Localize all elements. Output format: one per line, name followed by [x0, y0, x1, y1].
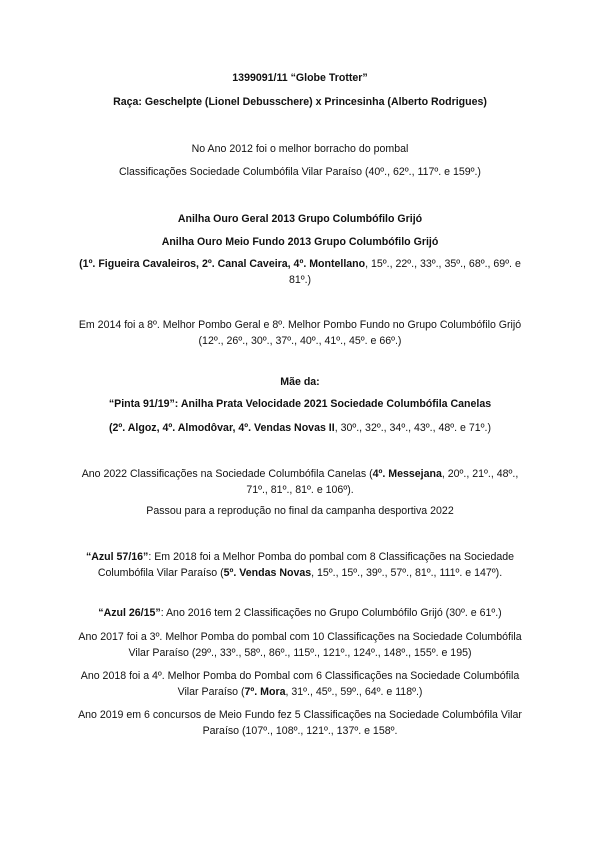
year-2022-prefix: Ano 2022 Classificações na Sociedade Columbófila Canelas ( [81, 468, 373, 480]
year-2014-summary: Em 2014 foi a 8º. Melhor Pombo Geral e 8º. Melhor Pombo Fundo no Grupo Columbófilo Grijó (12º., 26º., 30º., 37º., 40º., 41º., 45º. e 66º.) [78, 319, 522, 347]
azul-26-2018-bold: 7º. Mora [244, 686, 286, 698]
pinta-results [72, 420, 528, 436]
pinta-results-prefix: ( [108, 422, 113, 434]
azul-26-2017: Ano 2017 foi a 3º. Melhor Pomba do pombal com 10 Classificações na Sociedade Columbófila Vilar Paraíso (29º., 33º., 58º., 86º., 115º., 121º., 124º., 148º., 155º. e 195) [78, 631, 522, 659]
gold-ring-middle-distance: Anilha Ouro Meio Fundo 2013 Grupo Columbófilo Grijó [161, 236, 439, 248]
pinta-results-bold: 2º. Algoz, 4º. Almodôvar, 4º. Vendas Novas II [112, 422, 335, 434]
year-2022-classifications [72, 466, 528, 498]
results-2013-bold: 1º. Figueira Cavaleiros, 2º. Canal Caveira, 4º. Montellano [82, 258, 366, 270]
pinta-title: “Pinta 91/19”: Anilha Prata Velocidade 2021 Sociedade Columbófila Canelas [108, 398, 492, 410]
year-2012-classifications: Classificações Sociedade Columbófila Vilar Paraíso (40º., 62º., 117º. e 159º.) [119, 166, 481, 178]
year-2012-summary: No Ano 2012 foi o melhor borracho do pombal [191, 143, 409, 155]
azul-26-2016 [72, 605, 528, 621]
azul-57-text-a: : Em 2018 foi a Melhor Pomba do pombal com 8 Classificações na Sociedade Columbófila Vilar Paraíso ( [97, 551, 515, 579]
results-2013-rest: , 15º., 22º., 33º., 35º., 68º., 69º. e 81º.) [288, 258, 521, 286]
year-2022-note: Passou para a reprodução no final da campanha desportiva 2022 [146, 505, 454, 517]
azul-57-summary [72, 549, 528, 581]
pigeon-race: Raça: Geschelpte (Lionel Debusschere) x Princesinha (Alberto Rodrigues) [113, 96, 487, 108]
mother-heading: Mãe da: [280, 376, 320, 388]
azul-26-2019: Ano 2019 em 6 concursos de Meio Fundo fez 5 Classificações na Sociedade Columbófila Vilar Paraíso (107º., 108º., 121º., 137º. e 158º. [78, 709, 522, 737]
azul-26-name: “Azul 26/15” [98, 607, 161, 619]
year-2022-bold: 4º. Messejana [372, 468, 442, 480]
year-2022-rest: , 20º., 21º., 48º., 71º., 81º., 81º. e 106º). [246, 468, 519, 496]
results-2013-prefix: ( [79, 258, 83, 270]
azul-57-text-b: , 15º., 15º., 39º., 57º., 81º., 111º. e 147º). [311, 567, 503, 579]
azul-57-name: “Azul 57/16” [85, 551, 149, 563]
pigeon-title: 1399091/11 “Globe Trotter” [232, 72, 368, 84]
azul-26-2018-text-a: Ano 2018 foi a 4º. Melhor Pomba do Pombal com 6 Classificações na Sociedade Columbófila Vilar Paraíso ( [80, 670, 520, 698]
azul-26-2016-text: : Ano 2016 tem 2 Classificações no Grupo Columbófilo Grijó (30º. e 61º.) [160, 607, 502, 619]
results-2013 [72, 256, 528, 288]
azul-26-2018 [72, 668, 528, 700]
azul-57-bold: 5º. Vendas Novas [223, 567, 312, 579]
gold-ring-general: Anilha Ouro Geral 2013 Grupo Columbófilo Grijó [177, 213, 423, 225]
azul-26-2018-text-b: , 31º., 45º., 59º., 64º. e 118º.) [285, 686, 423, 698]
pinta-results-rest: , 30º., 32º., 34º., 43º., 48º. e 71º.) [334, 422, 492, 434]
